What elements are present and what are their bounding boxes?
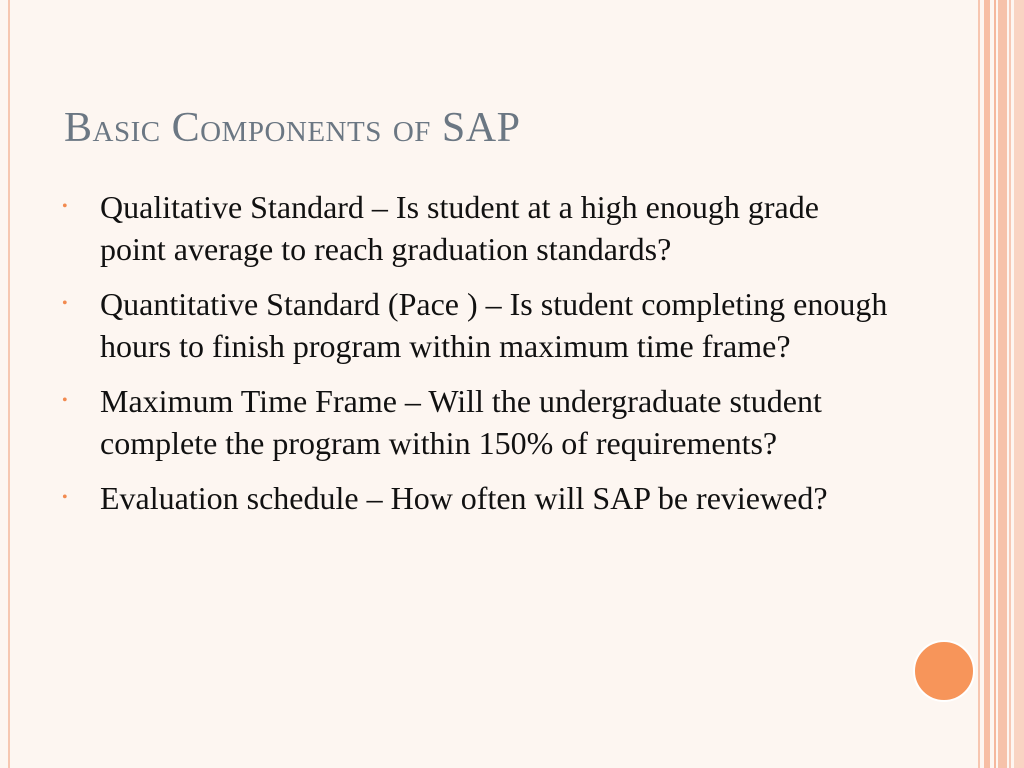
left-border-rule: [8, 0, 10, 768]
right-border-stripe: [1009, 0, 1011, 768]
bullet-text: Evaluation schedule – How often will SAP be reviewed?: [100, 480, 828, 516]
accent-circle: [913, 640, 975, 702]
bullet-text: Quantitative Standard (Pace ) – Is student completing enough hours to finish program within maximum time frame?: [100, 286, 888, 364]
bullet-item: [62, 283, 892, 367]
bullet-item: [62, 380, 892, 464]
right-border-stripe: [994, 0, 996, 768]
bullet-item: [62, 477, 892, 519]
bullet-dot-icon: •: [62, 489, 68, 506]
bullet-text: Qualitative Standard – Is student at a high enough grade point average to reach graduation standards?: [100, 189, 819, 267]
bullet-dot-icon: •: [62, 295, 68, 312]
slide-title: Basic Components of SAP: [64, 105, 521, 151]
bullet-dot-icon: •: [62, 392, 68, 409]
right-border-stripe: [978, 0, 980, 768]
right-border-stripe: [1014, 0, 1024, 768]
right-border-stripe: [998, 0, 1007, 768]
bullet-item: [62, 186, 892, 270]
bullet-list: [62, 186, 892, 532]
right-border-stripe: [984, 0, 990, 768]
bullet-dot-icon: •: [62, 198, 68, 215]
bullet-text: Maximum Time Frame – Will the undergraduate student complete the program within 150% of requirements?: [100, 383, 822, 461]
